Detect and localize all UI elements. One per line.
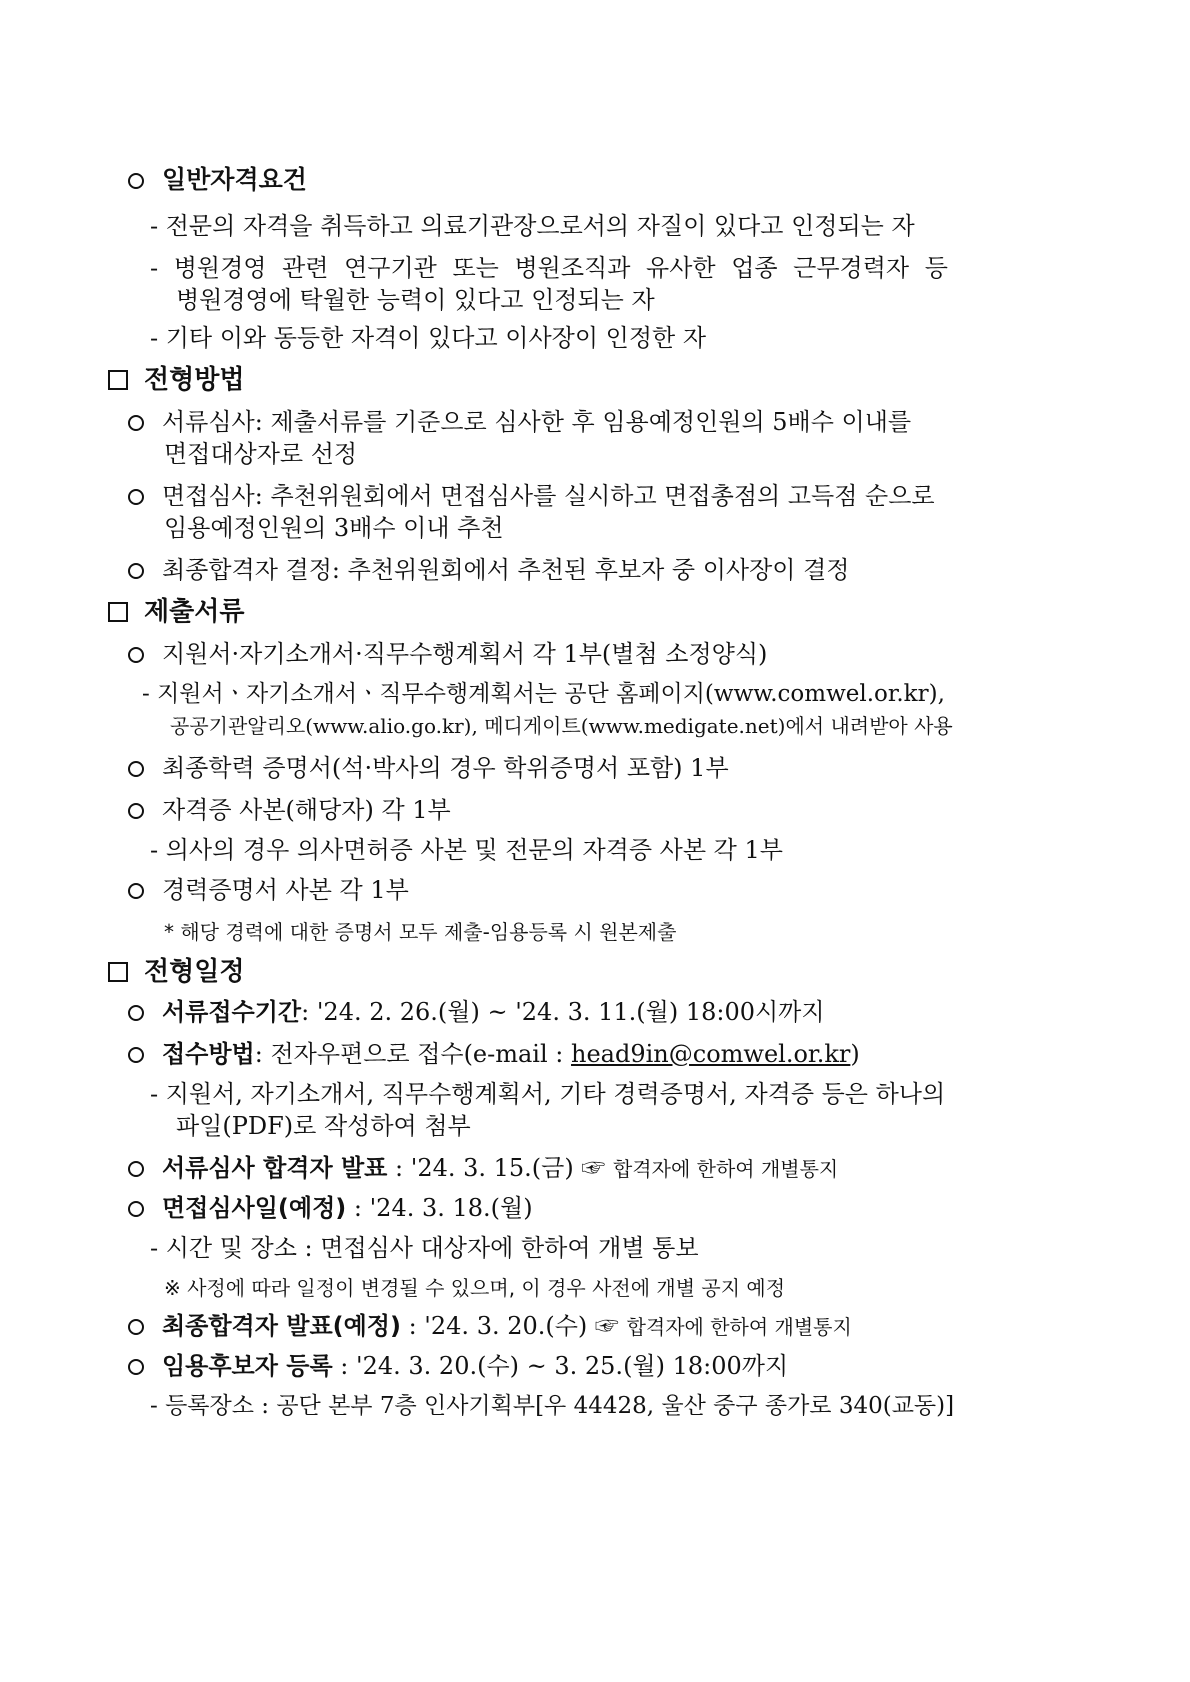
qualification-item-1: - 전문의 자격을 취득하고 의료기관장으로서의 자질이 있다고 인정되는 자 xyxy=(150,212,915,240)
schedule-register-sub: - 등록장소 : 공단 본부 7층 인사기획부[우 44428, 울산 중구 종가로 340(교동)] xyxy=(150,1393,955,1419)
schedule-submit-sub-cont: 파일(PDF)로 작성하여 첨부 xyxy=(176,1112,471,1140)
method-item-1: 서류심사: 제출서류를 기준으로 심사한 후 임용예정인원의 5배수 이내를 xyxy=(128,406,911,438)
qualification-item-2: - 병원경영 관련 연구기관 또는 병원조직과 유사한 업종 근무경력자 등 xyxy=(150,254,948,282)
method-item-1-cont: 면접대상자로 선정 xyxy=(164,440,358,468)
schedule-submit-method: 접수방법: 전자우편으로 접수(e-mail : head9in@comwel.or.kr) xyxy=(128,1038,860,1070)
circle-bullet-icon xyxy=(128,647,144,663)
circle-bullet-icon xyxy=(128,1005,144,1021)
qualification-item-2-cont: 병원경영에 탁월한 능력이 있다고 인정되는 자 xyxy=(176,286,655,314)
schedule-interview-sub: - 시간 및 장소 : 면접심사 대상자에 한하여 개별 통보 xyxy=(150,1234,699,1262)
square-bullet-icon xyxy=(108,370,128,390)
schedule-doc-result: 서류심사 합격자 발표 : '24. 3. 15.(금) ☞ 합격자에 한하여 개별통지 xyxy=(128,1152,838,1185)
qualification-heading: 일반자격요건 xyxy=(128,164,307,196)
documents-note: * 해당 경력에 대한 증명서 모두 제출-임용등록 시 원본제출 xyxy=(164,920,677,944)
schedule-interview-note: ※ 사정에 따라 일정이 변경될 수 있으며, 이 경우 사전에 개별 공지 예정 xyxy=(164,1276,786,1300)
square-bullet-icon xyxy=(108,602,128,622)
circle-bullet-icon xyxy=(128,1319,144,1335)
documents-item-3: 자격증 사본(해당자) 각 1부 xyxy=(128,794,451,826)
email-link[interactable]: head9in@comwel.or.kr xyxy=(571,1040,851,1068)
square-bullet-icon xyxy=(108,962,128,982)
method-item-3: 최종합격자 결정: 추천위원회에서 추천된 후보자 중 이사장이 결정 xyxy=(128,554,849,586)
circle-bullet-icon xyxy=(128,1359,144,1375)
schedule-heading: 전형일정 xyxy=(108,956,244,988)
circle-bullet-icon xyxy=(128,803,144,819)
circle-bullet-icon xyxy=(128,173,144,189)
circle-bullet-icon xyxy=(128,1161,144,1177)
circle-bullet-icon xyxy=(128,489,144,505)
documents-item-1-sub: - 지원서ㆍ자기소개서ㆍ직무수행계획서는 공단 홈페이지(www.comwel.or.kr), xyxy=(142,681,945,707)
schedule-register: 임용후보자 등록 : '24. 3. 20.(수) ~ 3. 25.(월) 18:00까지 xyxy=(128,1350,788,1382)
circle-bullet-icon xyxy=(128,1201,144,1217)
schedule-final-result: 최종합격자 발표(예정) : '24. 3. 20.(수) ☞ 합격자에 한하여 개별통지 xyxy=(128,1310,852,1343)
documents-item-1: 지원서·자기소개서·직무수행계획서 각 1부(별첨 소정양식) xyxy=(128,638,767,670)
schedule-doc-period: 서류접수기간: '24. 2. 26.(월) ~ '24. 3. 11.(월) 18:00시까지 xyxy=(128,996,825,1028)
documents-item-4: 경력증명서 사본 각 1부 xyxy=(128,874,409,906)
documents-heading: 제출서류 xyxy=(108,596,244,628)
method-item-2: 면접심사: 추천위원회에서 면접심사를 실시하고 면접총점의 고득점 순으로 xyxy=(128,480,935,512)
circle-bullet-icon xyxy=(128,761,144,777)
method-item-2-cont: 임용예정인원의 3배수 이내 추천 xyxy=(164,514,504,542)
documents-item-1-sub-cont: 공공기관알리오(www.alio.go.kr), 메디게이트(www.medigate.net)에서 내려받아 사용 xyxy=(170,714,953,738)
qualification-item-3: - 기타 이와 동등한 자격이 있다고 이사장이 인정한 자 xyxy=(150,324,707,352)
circle-bullet-icon xyxy=(128,563,144,579)
documents-item-2: 최종학력 증명서(석·박사의 경우 학위증명서 포함) 1부 xyxy=(128,752,729,784)
circle-bullet-icon xyxy=(128,883,144,899)
schedule-submit-sub: - 지원서, 자기소개서, 직무수행계획서, 기타 경력증명서, 자격증 등은 하나의 xyxy=(150,1080,946,1108)
method-heading: 전형방법 xyxy=(108,364,244,396)
schedule-interview: 면접심사일(예정) : '24. 3. 18.(월) xyxy=(128,1192,533,1224)
documents-item-3-sub: - 의사의 경우 의사면허증 사본 및 전문의 자격증 사본 각 1부 xyxy=(150,836,783,864)
circle-bullet-icon xyxy=(128,415,144,431)
circle-bullet-icon xyxy=(128,1047,144,1063)
